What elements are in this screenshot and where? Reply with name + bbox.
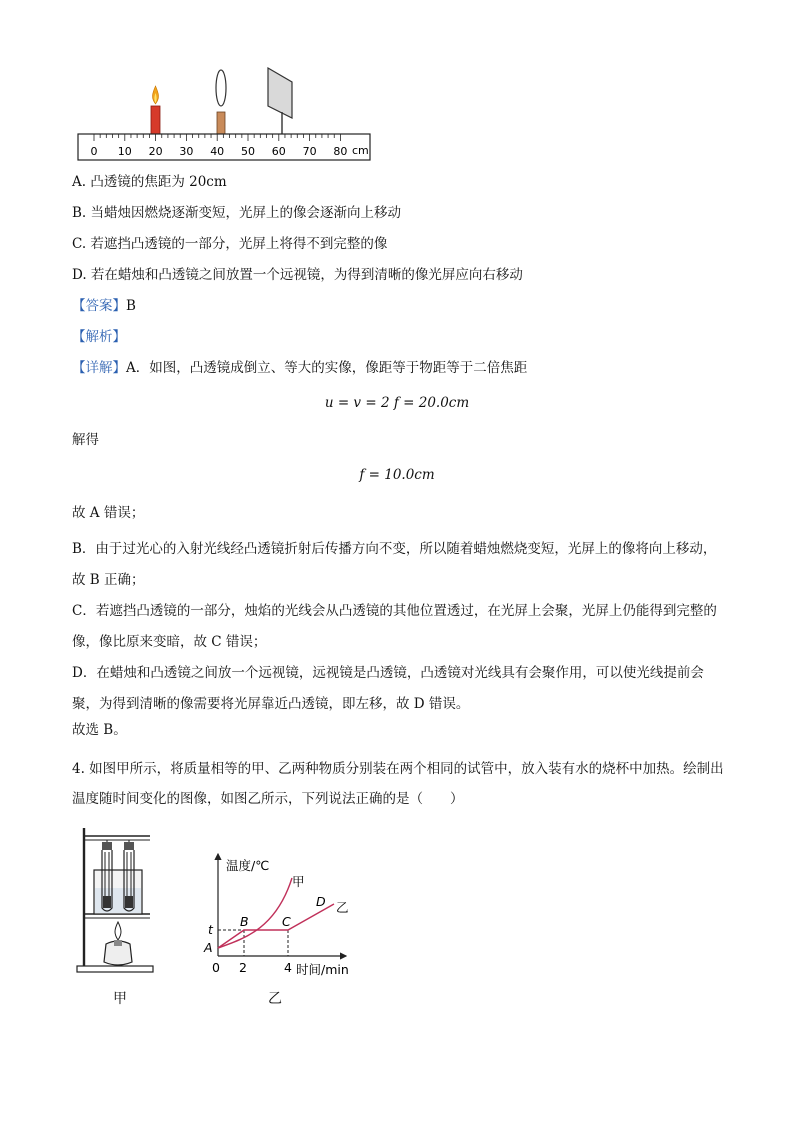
y-tick-t: t: [208, 922, 213, 937]
formula-2: f = 10.0cm: [359, 467, 435, 483]
ruler-label: 10: [117, 145, 132, 158]
paragraph-c: C．若遮挡凸透镜的一部分，烛焰的光线会从凸透镜的其他位置透过，在光屏上会聚，光屏上仍能得到完整的像，像比原来变暗，故 C 错误；: [72, 603, 717, 650]
temperature-time-graph: [196, 848, 376, 978]
choose-line: 故选 B。: [72, 722, 127, 738]
ruler-label: 70: [302, 145, 317, 158]
optical-bench-figure: [70, 62, 380, 162]
ruler-labels: [91, 145, 348, 158]
ruler-label: 50: [241, 145, 255, 158]
solve-label: 解得: [72, 432, 99, 448]
heating-apparatus-figure: [72, 822, 162, 974]
x-axis-label: 时间/min: [296, 962, 349, 977]
detail-tag: 【详解】: [72, 360, 126, 376]
ruler-label: 30: [179, 145, 194, 158]
x-tick-0: 0: [212, 960, 220, 975]
point-a-label: A: [204, 940, 213, 955]
series-jia-label: 甲: [292, 874, 305, 889]
ruler-label: 20: [148, 145, 163, 158]
option-d: D. 若在蜡烛和凸透镜之间放置一个远视镜，为得到清晰的像光屏应向右移动: [72, 267, 523, 283]
ruler-label: 40: [210, 145, 225, 158]
light-screen: [268, 68, 292, 134]
series-yi-label: 乙: [336, 900, 349, 915]
paragraph-b: B．由于过光心的入射光线经凸透镜折射后传播方向不变，所以随着蜡烛燃烧变短，光屏上的像将向上移动，故 B 正确；: [72, 541, 717, 588]
option-a: A. 凸透镜的焦距为 20cm: [72, 174, 227, 190]
answer-tag: 【答案】: [72, 298, 126, 314]
convex-lens: [216, 70, 226, 134]
candle: [151, 86, 160, 136]
detail-a-text: A．如图，凸透镜成倒立、等大的实像，像距等于物距等于二倍焦距: [126, 360, 528, 376]
ruler-label: 60: [271, 145, 286, 158]
answer-line: [72, 296, 136, 316]
x-tick-4: 4: [284, 960, 292, 975]
detail-a-line: [72, 358, 527, 378]
ruler-label: 0: [90, 145, 98, 158]
ruler-unit: cm: [352, 144, 369, 157]
option-c: C. 若遮挡凸透镜的一部分，光屏上将得不到完整的像: [72, 236, 388, 252]
question-4: 4. 如图甲所示，将质量相等的甲、乙两种物质分别装在两个相同的试管中，放入装有水的烧杯中加热。绘制出温度随时间变化的图像，如图乙所示，下列说法正确的是（ ）: [72, 761, 724, 807]
analysis-tag: 【解析】: [72, 329, 126, 345]
point-b-label: B: [240, 914, 249, 929]
conclusion-a: 故 A 错误；: [72, 505, 145, 521]
answer-value: B: [126, 298, 136, 314]
paragraph-d: D．在蜡烛和凸透镜之间放一个远视镜，远视镜是凸透镜，凸透镜对光线具有会聚作用，可以使光线提前会聚，为得到清晰的像需要将光屏靠近凸透镜，即左移，故 D 错误。: [72, 665, 704, 712]
point-c-label: C: [282, 914, 291, 929]
y-axis-label: 温度/℃: [226, 858, 270, 873]
figure-right-caption: 乙: [268, 991, 282, 1007]
analysis-line: [72, 327, 126, 347]
point-d-label: D: [316, 894, 326, 909]
ruler-label: 80: [333, 145, 348, 158]
series-jia-curve: [218, 878, 292, 948]
formula-1: u = v = 2 f = 20.0cm: [324, 395, 470, 411]
figure-left-caption: 甲: [113, 991, 127, 1007]
x-tick-2: 2: [239, 960, 247, 975]
option-b: B. 当蜡烛因燃烧逐渐变短，光屏上的像会逐渐向上移动: [72, 205, 402, 221]
